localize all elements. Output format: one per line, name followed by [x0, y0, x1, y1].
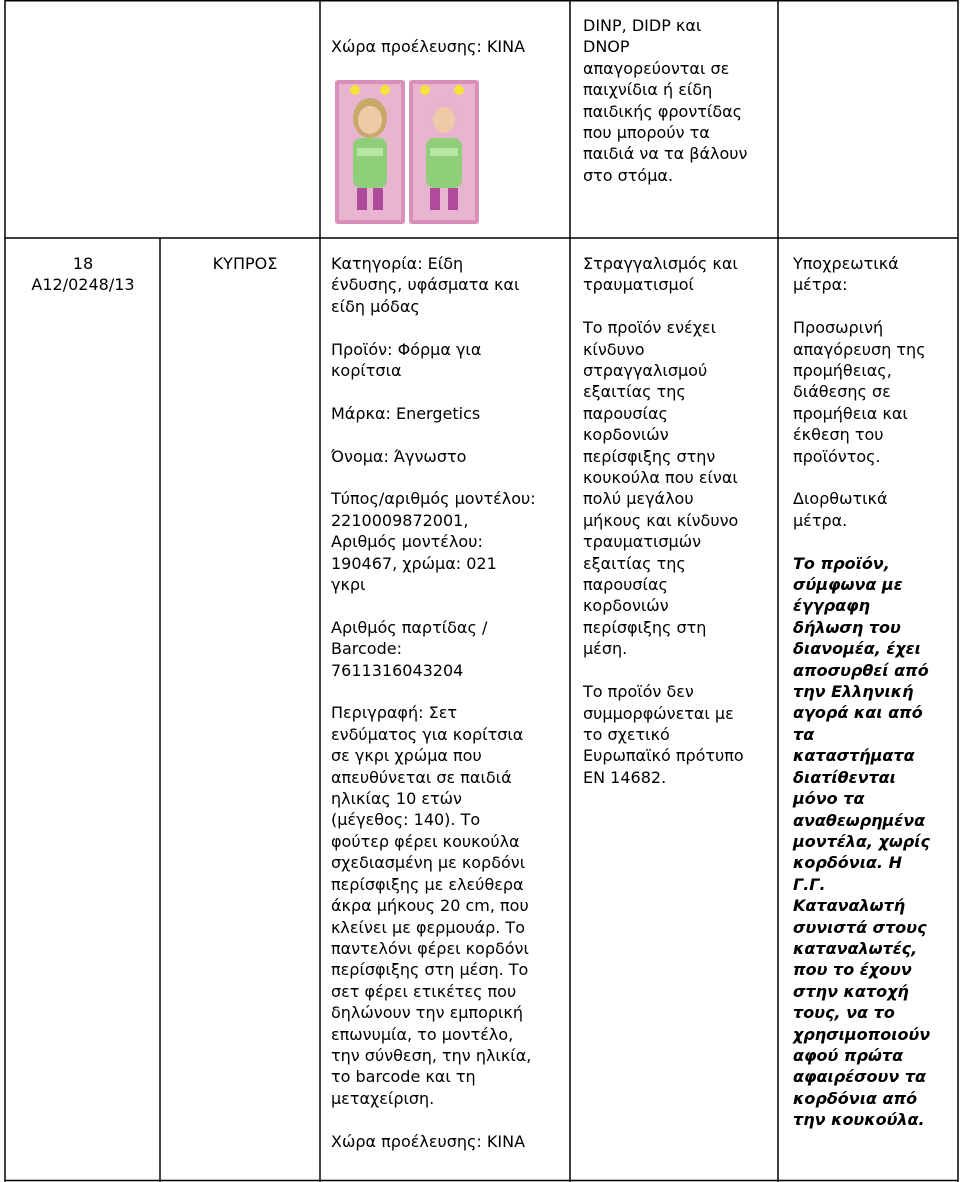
- measures-note: Το προϊόν, σύμφωνα με έγγραφη δήλωση του διανομέα, έχει αποσυρθεί από την Ελληνική αγορά και από τα καταστήματα διατίθενται μόνο τα αναθεωρημένα μοντέλα, χωρίς κορδόνια. Η Γ.Γ. Καταναλωτή συνιστά στους καταναλωτές, που το έχουν στην κατοχή τους, να το χρησιμοποιούν αφού πρώτα αφαιρέσουν τα κορδόνια από την κουκούλα.: [793, 553, 931, 1130]
- risk-standard: Το προϊόν δεν συμμορφώνεται με το σχετικό Ευρωπαϊκό πρότυπο EN 14682.: [583, 682, 744, 787]
- risk-cell: [583, 253, 773, 788]
- product-origin: Χώρα προέλευσης: ΚΙΝΑ: [331, 1131, 526, 1151]
- product-batch: Αριθμός παρτίδας / Barcode: 7611316043204: [331, 617, 488, 680]
- product-info-cell: [331, 253, 567, 1152]
- risk-body: Το προϊόν ενέχει κίνδυνο στραγγαλισμού εξαιτίας της παρουσίας κορδονιών περίσφιξης στην κουκούλα που είναι πολύ μεγάλου μήκους και κίνδυνο τραυματισμών εξαιτίας της παρουσίας κορδονιών περίσφιξης στη μέση.: [583, 318, 739, 659]
- top-origin-cell: [331, 36, 563, 57]
- product-brand: Μάρκα: Energetics: [331, 403, 481, 423]
- measures-cell: [793, 253, 958, 1131]
- entry-country: ΚΥΠΡΟΣ: [212, 254, 278, 273]
- top-risk-cell: [583, 15, 768, 186]
- product-name: Προϊόν: Φόρμα για κορίτσια: [331, 339, 482, 381]
- product-model-name: Όνομα: Άγνωστο: [331, 446, 467, 466]
- product-photo: [333, 78, 481, 226]
- measures-temporary: Προσωρινή απαγόρευση της προμήθειας, διάθεσης σε προμήθεια και έκθεση του προϊόντος.: [793, 318, 926, 466]
- product-description: Περιγραφή: Σετ ενδύματος για κορίτσια σε γκρι χρώμα που απευθύνεται σε παιδιά ηλικίας 10 ετών (μέγεθος: 140). Το φούτερ φέρει κουκούλα σχεδιασμένη με κορδόνι περίσφιξης με ελεύθερα άκρα μήκους 20 cm, που κλείνει με φερμουάρ. Το παντελόνι φέρει κορδόνι περίσφιξης στη μέση. Το σετ φέρει ετικέτες που δηλώνουν την εμπορική επωνυμία, το μοντέλο, την σύνθεση, την ηλικία, το barcode και τη μεταχείριση.: [331, 703, 532, 1108]
- doll-package-photo-icon: [333, 78, 481, 226]
- measures-corrective: Διορθωτικά μέτρα.: [793, 489, 888, 530]
- product-category: Κατηγορία: Είδη ένδυσης, υφάσματα και είδη μόδας: [331, 254, 520, 316]
- product-model-number: Τύπος/αριθμός μοντέλου: 2210009872001, Αριθμός μοντέλου: 190467, χρώμα: 021 γκρι: [331, 489, 536, 595]
- top-risk-text: DINP, DIDP και DNOP απαγορεύονται σε παιχνίδια ή είδη παιδικής φροντίδας που μπορούν τα παιδιά να τα βάλουν στο στόμα.: [583, 16, 748, 185]
- measures-mandatory: Υποχρεωτικά μέτρα:: [793, 254, 899, 295]
- entry-reference: A12/0248/13: [31, 275, 135, 295]
- entry-number: 18: [72, 254, 94, 273]
- country-cell: [170, 253, 320, 274]
- entry-number-cell: [8, 253, 158, 296]
- risk-title: Στραγγαλισμός και τραυματισμοί: [583, 254, 738, 295]
- top-origin-text: Χώρα προέλευσης: ΚΙΝΑ: [331, 37, 526, 56]
